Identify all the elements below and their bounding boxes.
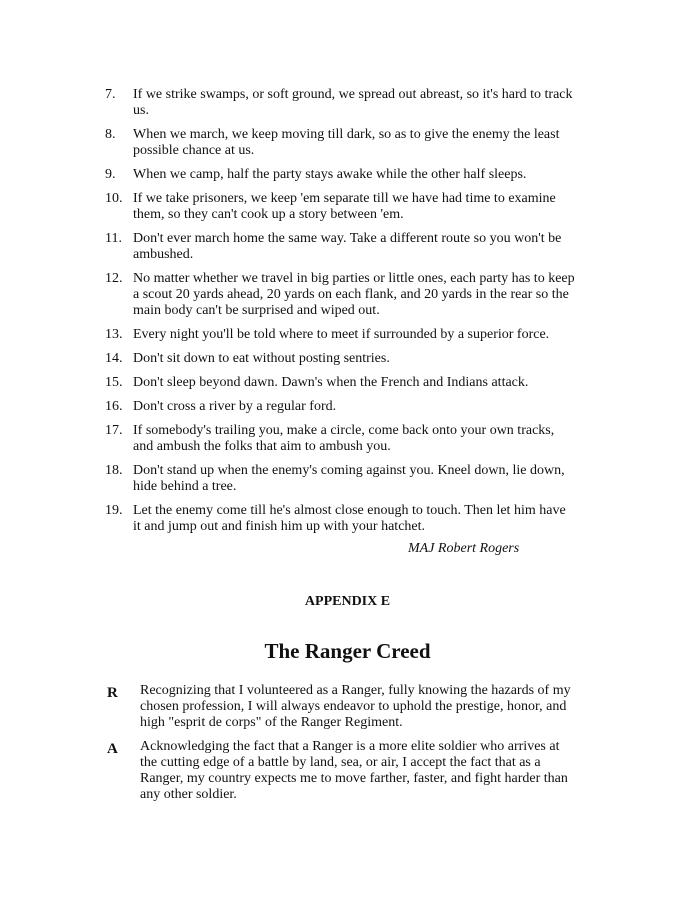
item-text: Every night you'll be told where to meet if surrounded by a superior force. xyxy=(133,327,550,342)
standing-orders-list xyxy=(105,87,575,543)
item-text: Don't sleep beyond dawn. Dawn's when the French and Indians attack. xyxy=(133,375,529,390)
creed-list xyxy=(107,683,577,811)
acrostic-letter: R xyxy=(107,685,118,701)
list-item xyxy=(105,351,575,367)
list-item xyxy=(107,683,577,731)
list-item xyxy=(105,87,575,119)
item-number: 11. xyxy=(105,231,122,246)
item-text: Recognizing that I volunteered as a Ranger, fully knowing the hazards of my chosen profession, I will always endeavor to uphold the prestige, honor, and high "esprit de corps" of the Ranger Regiment. xyxy=(140,683,571,730)
list-item xyxy=(105,375,575,391)
item-text: Don't sit down to eat without posting sentries. xyxy=(133,351,390,366)
list-item xyxy=(105,167,575,183)
item-text: If somebody's trailing you, make a circle, come back onto your own tracks, and ambush the folks that aim to ambush you. xyxy=(133,423,555,454)
list-item xyxy=(105,327,575,343)
item-number: 8. xyxy=(105,127,116,142)
item-number: 16. xyxy=(105,399,123,414)
list-item xyxy=(105,423,575,455)
item-number: 12. xyxy=(105,271,123,286)
item-number: 19. xyxy=(105,503,123,518)
list-item xyxy=(107,739,577,803)
appendix-heading: APPENDIX E xyxy=(304,594,391,609)
item-text: Don't ever march home the same way. Take a different route so you won't be ambushed. xyxy=(133,231,562,262)
item-number: 14. xyxy=(105,351,123,366)
list-item xyxy=(105,271,575,319)
list-item xyxy=(105,399,575,415)
list-item xyxy=(105,191,575,223)
page-title: The Ranger Creed xyxy=(264,639,431,663)
list-item xyxy=(105,503,575,535)
item-text: Don't stand up when the enemy's coming against you. Kneel down, lie down, hide behind a tree. xyxy=(133,463,565,494)
item-text: When we camp, half the party stays awake while the other half sleeps. xyxy=(133,167,527,182)
item-number: 15. xyxy=(105,375,123,390)
item-number: 18. xyxy=(105,463,123,478)
acrostic-letter: A xyxy=(107,741,118,757)
item-text: If we strike swamps, or soft ground, we spread out abreast, so it's hard to track us. xyxy=(133,87,573,118)
list-item xyxy=(105,127,575,159)
item-text: When we march, we keep moving till dark, so as to give the enemy the least possible chance at us. xyxy=(133,127,560,158)
item-text: If we take prisoners, we keep 'em separate till we have had time to examine them, so they can't cook up a story between 'em. xyxy=(133,191,556,222)
signature: MAJ Robert Rogers xyxy=(408,541,520,556)
item-text: Let the enemy come till he's almost close enough to touch. Then let him have it and jump out and finish him up with your hatchet. xyxy=(133,503,566,534)
item-number: 10. xyxy=(105,191,123,206)
item-number: 17. xyxy=(105,423,123,438)
list-item xyxy=(105,231,575,263)
item-text: No matter whether we travel in big parties or little ones, each party has to keep a scout 20 yards ahead, 20 yards on each flank, and 20 yards in the rear so the main body can't be surprised and wiped out. xyxy=(133,271,575,318)
list-item xyxy=(105,463,575,495)
item-text: Acknowledging the fact that a Ranger is a more elite soldier who arrives at the cutting edge of a battle by land, sea, or air, I accept the fact that as a Ranger, my country expects me to move farther, faster, and fight harder than any other soldier. xyxy=(140,739,568,802)
item-number: 7. xyxy=(105,87,116,102)
item-number: 13. xyxy=(105,327,123,342)
item-number: 9. xyxy=(105,167,116,182)
item-text: Don't cross a river by a regular ford. xyxy=(133,399,337,414)
